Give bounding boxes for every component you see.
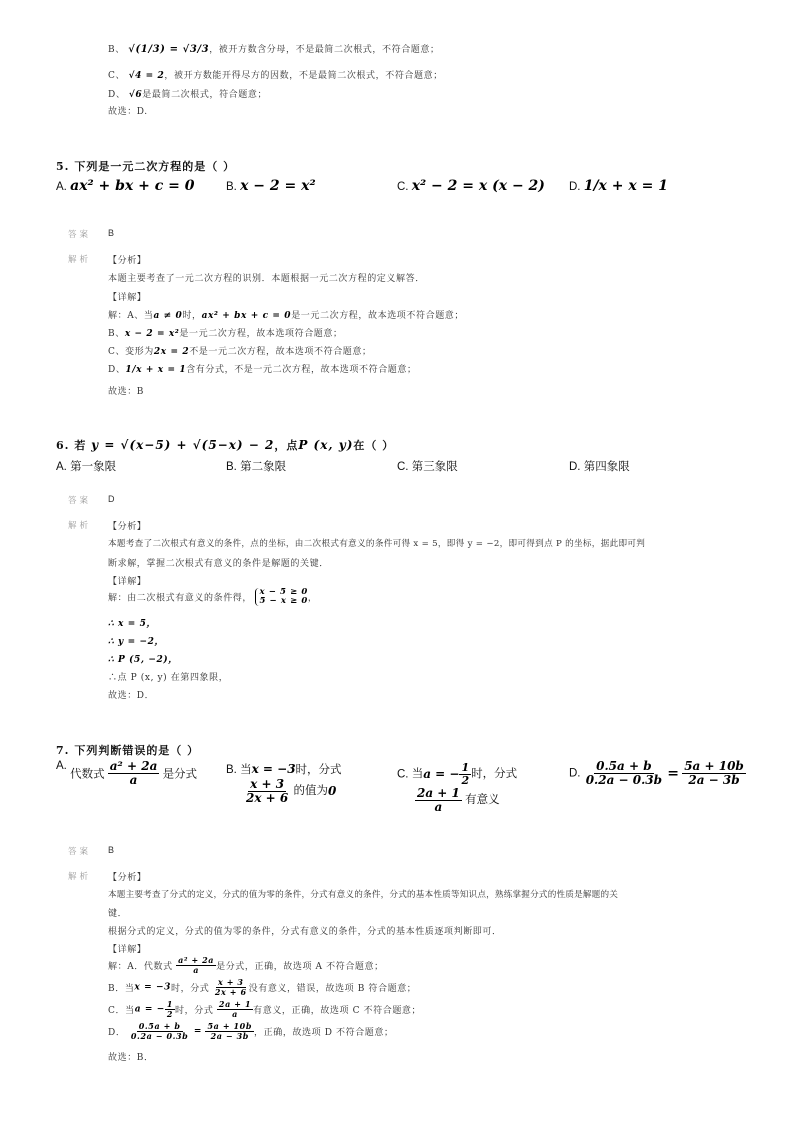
q5-analysis-text: 本题主要考查了一元二次方程的识别．本题根据一元二次方程的定义解答． [108,274,425,284]
q7-detail-d: D． $\frac{0.5a + b}{0.2a - 0.3b}$ = $\frac{5a + 10b}{2a - 3b}$ ，正确，故选项 D 不符合题意； [108,1021,394,1041]
q5-analysis-label: 解析 [68,254,92,264]
q6-step-2: ∴ y = −2， [108,637,165,647]
q6-option-c[interactable]: C. 第三象限 [397,461,458,473]
inequality-system: x − 5 ≥ 0 5 − x ≥ 0 [255,588,307,606]
q6-step-3: ∴ P (5, −2)， [108,655,178,665]
q5-stem: 5. 下列是一元二次方程的是（ ） [56,160,236,173]
q6-stem-math: y = √(x−5) + √(5−x) − 2 [91,438,275,452]
q7-option-b-fraction: $\frac{x + 3}{2x + 6}$ [246,776,289,806]
q6-option-d[interactable]: D. 第四象限 [569,461,630,473]
q7-analysis-line1: 本题主要考查了分式的定义，分式的值为零的条件，分式有意义的条件，分式的基本性质等知识点，熟练掌握分式的性质是解题的关 [108,890,619,900]
q6-step-1: ∴ x = 5， [108,619,157,629]
q5-option-b-math: x − 2 = x² [240,178,316,194]
q5-option-a[interactable]: A. ax² + bx + c = 0 [56,178,195,194]
q6-detail-heading: 【详解】 [108,577,147,587]
q7-conclusion: 故选：B． [108,1053,154,1063]
q5-option-a-math: ax² + bx + c = 0 [70,178,195,194]
q7-analysis-label: 解析 [68,871,92,881]
q5-analysis-heading: 【分析】 [108,256,147,266]
q5-option-c-math: x² − 2 = x (x − 2) [411,178,545,194]
q7-analysis-line2: 键． [108,909,128,919]
q6-point-math: P (x, y) [298,438,354,452]
q7-option-a[interactable]: A. 代数式 $\frac{\text{a² + 2a}}{a}$ 是分式 [56,759,198,788]
q6-option-a[interactable]: A. 第一象限 [56,461,117,473]
prev-d-math: √6 [128,90,143,100]
q7-option-d-fraction-right: $\frac{5a + 10b}{2a - 3b}$ [684,759,744,788]
q6-answer-label: 答案 [68,495,92,505]
q5-detail-heading: 【详解】 [108,293,147,303]
prev-conclusion: 故选：D. [108,107,148,117]
q6-conclusion: 故选：D． [108,691,155,701]
q7-analysis-line3: 根据分式的定义，分式的值为零的条件，分式有意义的条件，分式的基本性质逐项判断即可． [108,927,502,937]
q7-option-d[interactable]: D. $\frac{0.5a + b}{0.2a - 0.3b}$ = $\frac{5a + 10b}{2a - 3b}$ [569,759,744,788]
q7-option-c-fraction: $\frac{2a + 1}{a}$ [417,786,460,815]
prev-option-b-line: B、 √(1/3) = √3/3，被开方数含分母，不是最简二次根式，不符合题意； [108,44,440,55]
prev-option-c-line: C、 √4 = 2，被开方数能开得尽方的因数，不是最简二次根式，不符合题意； [108,71,443,81]
q7-answer: B [108,845,115,855]
prev-b-text: ，被开方数含分母，不是最简二次根式，不符合题意； [209,45,440,55]
q5-detail-d: D、1/x + x = 1含有分式，不是一元二次方程，故本选项不符合题意； [108,365,417,375]
q7-analysis-heading: 【分析】 [108,873,147,883]
prev-c-text: ，被开方数能开得尽方的因数，不是最简二次根式，不符合题意； [164,71,443,81]
q7-detail-heading: 【详解】 [108,945,147,955]
q7-option-a-fraction: $\frac{\text{a² + 2a}}{a}$ [109,759,158,788]
q7-detail-a: 解：A．代数式 $\frac{\text{a² + 2a}}{a}$ 是分式，正确，故选项 A 不符合题意； [108,955,384,975]
q5-option-d-math: 1/x + x = 1 [583,178,668,194]
q7-option-b[interactable]: B. 当x = −3时，分式 $\frac{x + 3}{2x + 6}$ 的值为0 [226,762,342,806]
q6-detail-intro: 解：由二次根式有意义的条件得， x − 5 ≥ 0 5 − x ≥ 0 ， [108,587,318,606]
q5-option-d[interactable]: D. 1/x + x = 1 [569,178,668,194]
q5-answer-label: 答案 [68,229,92,239]
q6-analysis-line2: 断求解，掌握二次根式有意义的条件是解题的关键． [108,559,329,569]
q6-step-4: ∴点 P (x, y) 在第四象限， [108,673,229,683]
q7-option-c-half: $\frac{1}{2}$ [461,761,470,788]
prev-option-d-line: D、 √6是最简二次根式，符合题意； [108,90,268,100]
q6-analysis-label: 解析 [68,520,92,530]
q5-detail-a: 解：A、当a ≠ 0时，ax² + bx + c = 0是一元二次方程，故本选项不符合题意； [108,311,464,321]
q6-analysis-line1: 本题考查了二次根式有意义的条件，点的坐标，由二次根式有意义的条件可得 x = 5，即得 y = −2，即可得到点 P 的坐标，据此即可判 [108,539,646,549]
q5-detail-b: B、x − 2 = x²是一元二次方程，故本选项符合题意； [108,329,343,339]
q7-option-c[interactable]: C. 当a = − $\frac{1}{2}$ 时，分式 $\frac{2a + 1}{a}$ 有意义 [397,761,518,815]
q6-stem: 6. 若 y = √(x−5) + √(5−x) − 2，点P (x, y)在（ ） [56,438,395,452]
q6-option-b[interactable]: B. 第二象限 [226,461,287,473]
q7-option-d-fraction-left: $\frac{0.5a + b}{0.2a - 0.3b}$ [585,759,663,788]
q5-detail-c: C、变形为2x = 2不是一元二次方程，故本选项不符合题意； [108,347,372,357]
q6-answer: D [108,494,115,504]
q5-option-b[interactable]: B. x − 2 = x² [226,178,316,194]
q7-answer-label: 答案 [68,846,92,856]
q7-stem: 7. 下列判断错误的是（ ） [56,744,200,757]
q7-detail-c: C．当a = − $\frac{1}{2}$ 时，分式 $\frac{2a + 1}{a}$ 有意义，正确，故选项 C 不符合题意； [108,999,422,1019]
q7-detail-b: B．当x = −3时，分式 $\frac{x + 3}{2x + 6}$ 没有意义，错误，故选项 B 符合题意； [108,977,417,997]
q5-conclusion: 故选：B [108,387,145,397]
prev-b-math: √(1/3) = √3/3 [128,44,210,55]
prev-c-math: √4 = 2 [128,71,165,81]
prev-d-text: 是最简二次根式，符合题意； [142,90,268,100]
q5-answer: B [108,228,115,238]
q6-analysis-heading: 【分析】 [108,522,147,532]
q5-option-c[interactable]: C. x² − 2 = x (x − 2) [397,178,545,194]
